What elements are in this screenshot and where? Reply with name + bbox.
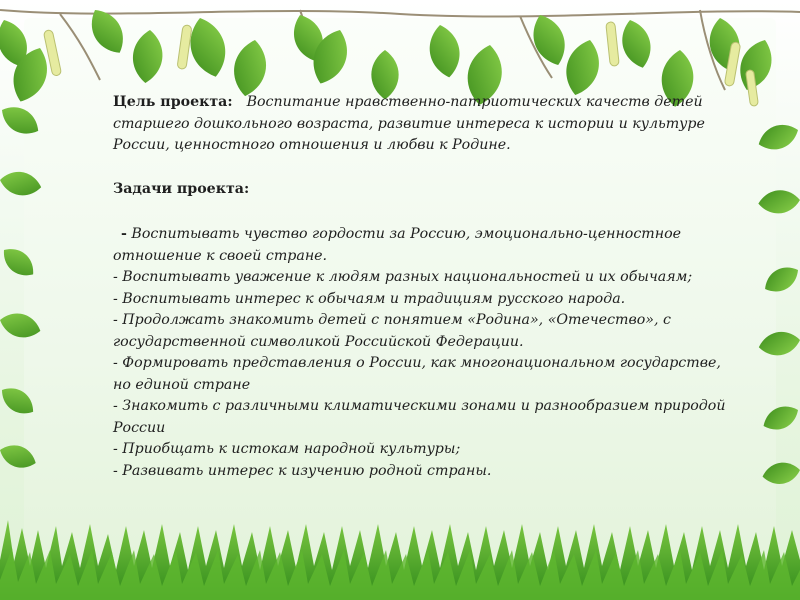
task-item (113, 224, 733, 267)
task-item: - Воспитывать уважение к людям разных национальностей и их обычаям; (113, 269, 693, 285)
task-item: - Воспитывать интерес к обычаям и традициям русского народа. (113, 290, 626, 307)
task-item: - Приобщать к истокам народной культуры; (113, 441, 461, 457)
tasks-heading: Задачи проекта: (113, 180, 250, 197)
slide-content (113, 92, 733, 482)
task-text: Воспитывать чувство гордости за Россию, эмоционально-ценностное отношение к своей стране. (113, 226, 682, 264)
project-goal-label: Цель проекта: (113, 94, 233, 110)
task-item: - Формировать представления о России, как многонациональном государстве, но единой стране (113, 355, 721, 393)
task-dash: - (121, 226, 127, 242)
task-item: - Продолжать знакомить детей с понятием «Родина», «Отечество», с государственной символикой Российской Федерации. (113, 312, 671, 350)
project-goal (113, 92, 733, 157)
task-list (113, 224, 733, 482)
project-goal-text: Воспитание нравственно-патриотических качеств детей старшего дошкольного возраста, развитие интереса к истории и культуре России, ценностного отношения и любви к Родине. (113, 94, 705, 153)
task-item: - Знакомить с различными климатическими зонами и разнообразием природой России (113, 398, 726, 436)
task-item: - Развивать интерес к изучению родной страны. (113, 462, 492, 479)
